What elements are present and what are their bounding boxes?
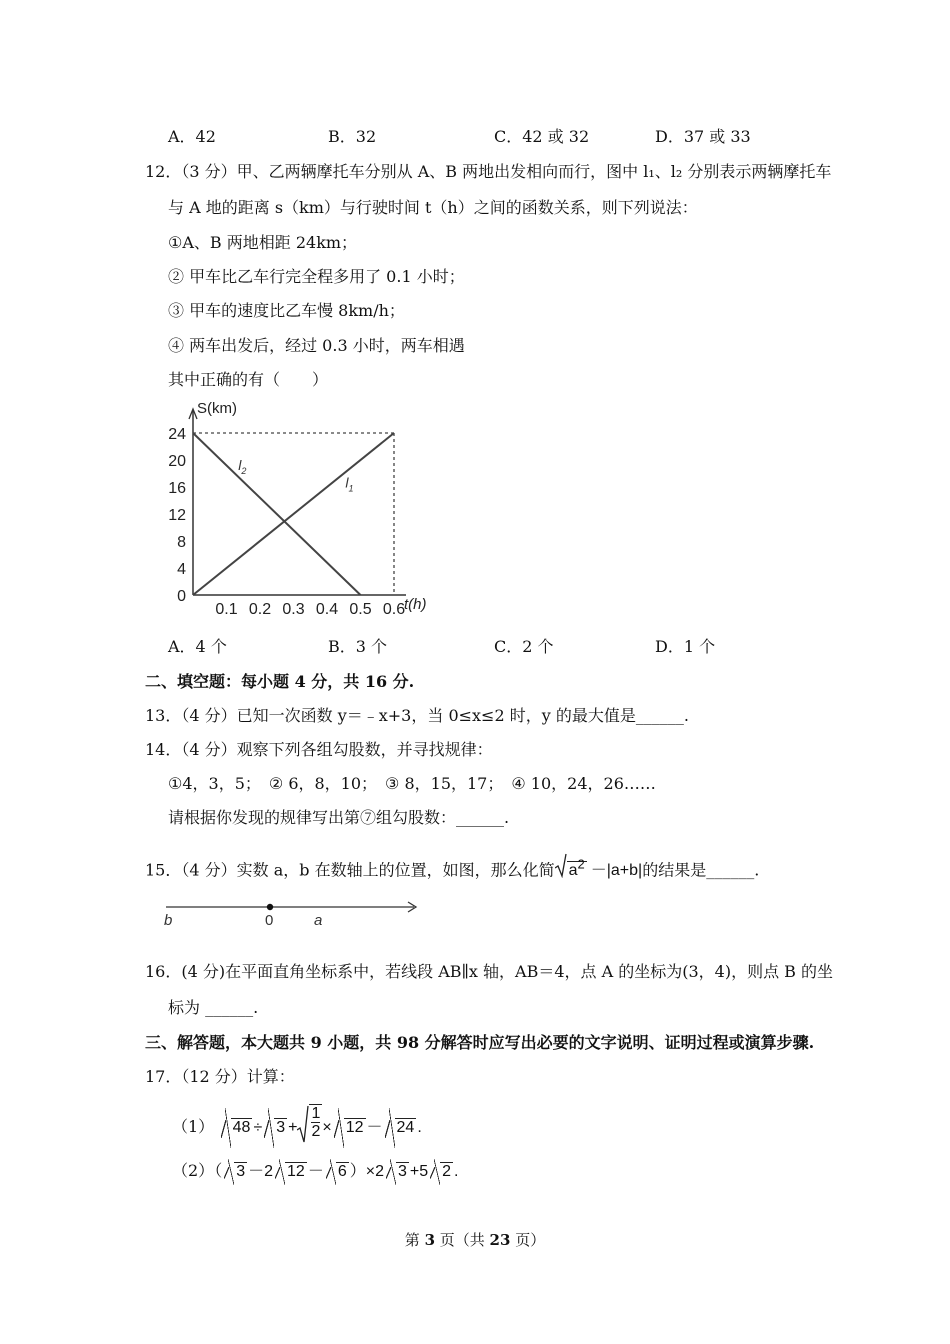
y-tick-label: 24 — [168, 426, 186, 443]
x-tick-label: 0.1 — [215, 601, 238, 618]
radical: 12 — [274, 1159, 307, 1185]
series-line-l1 — [193, 433, 394, 595]
section2-title: 二、填空题：每小题 4 分，共 16 分. — [145, 672, 415, 691]
x-tick-label: 0.2 — [248, 601, 272, 618]
point-b-label: b — [164, 912, 173, 929]
q12-stem-line1: 12．（3 分）甲、乙两辆摩托车分别从 A、B 两地出发相向而行，图中 l₁、l₂ 分别表示两辆摩托车 — [145, 162, 832, 181]
q16-line1: 16．(4 分)在平面直角坐标系中，若线段 AB∥x 轴，AB＝4，点 A 的坐标为(3，4)，则点 B 的坐 — [145, 962, 834, 981]
q12-option-d: D．1 个 — [655, 637, 716, 656]
q12-statement-1: ①A、B 两地相距 24km； — [168, 233, 358, 252]
y-tick-label: 0 — [177, 588, 186, 605]
q11-option-c: C．42 或 32 — [494, 127, 590, 146]
q16-line2: 标为 ______. — [168, 998, 259, 1017]
x-tick-label: 0.3 — [282, 601, 305, 618]
y-tick-label: 12 — [168, 507, 186, 524]
x-tick-label: 0.6 — [382, 601, 406, 618]
y-tick-label: 20 — [168, 453, 186, 470]
x-axis-label: t(h) — [404, 596, 427, 613]
x-tick-label: 0.4 — [315, 601, 339, 618]
q15-pre: 15．（4 分）实数 a，b 在数轴上的位置，如图，那么化简 — [145, 860, 555, 880]
q12-question: 其中正确的有（ ） — [168, 370, 329, 389]
q17-part2-label: （2） — [172, 1161, 215, 1180]
section3-title: 三、解答题，本大题共 9 小题，共 98 分解答时应写出必要的文字说明、证明过程或演算步骤. — [145, 1033, 815, 1052]
q12-option-c: C．2 个 — [494, 637, 554, 656]
radical: 12 — [333, 1108, 366, 1148]
q14-stem: 14．（4 分）观察下列各组勾股数，并寻找规律： — [145, 740, 493, 759]
q13-text: 13．（4 分）已知一次函数 y＝﹣x+3，当 0≤x≤2 时，y 的最大值是______. — [145, 706, 689, 725]
page-footer: 第 3 页（共 23 页） — [404, 1231, 546, 1249]
q11-option-b: B．32 — [328, 127, 377, 146]
q11-option-a: A．42 — [168, 127, 216, 146]
sqrt-sign-icon — [555, 852, 567, 878]
q12-option-a: A．4 个 — [168, 637, 227, 656]
origin-label: 0 — [265, 912, 274, 929]
series-label-l2: $l_2$ — [238, 457, 247, 477]
point-a-label: a — [314, 912, 323, 929]
radical: 2 — [429, 1159, 453, 1185]
q12-statement-4: ④ 两车出发后，经过 0.3 小时，两车相遇 — [168, 336, 465, 355]
q17-part2: （2）（ 3 －2 12 － 6 ）×2 3 +5 2 . — [172, 1158, 459, 1185]
q15-expression: $a^2 -|a+b|$ — [555, 852, 643, 884]
radical: 3 — [385, 1159, 409, 1185]
q11-option-d: D．37 或 33 — [655, 127, 751, 146]
series-label-l1-sub: 1 — [348, 483, 354, 494]
q12-statement-2: ② 甲车比乙车行完全程多用了 0.1 小时； — [168, 267, 465, 286]
page-number: 3 — [424, 1231, 435, 1249]
q17-part1-label: （1） — [172, 1117, 215, 1137]
page-total: 23 — [489, 1231, 511, 1249]
y-tick-label: 16 — [168, 480, 186, 497]
q17-stem: 17．（12 分）计算： — [145, 1067, 295, 1086]
radical-fraction: $\frac{1}{2}$ — [297, 1104, 322, 1152]
q12-option-b: B．3 个 — [328, 637, 388, 656]
series-label-l2-sub: 2 — [241, 466, 247, 477]
q12-statement-3: ③ 甲车的速度比乙车慢 8km/h； — [168, 301, 405, 320]
sqrt-sign-icon — [297, 1104, 309, 1144]
radical: 6 — [325, 1159, 349, 1185]
series-line-l2 — [193, 433, 361, 595]
y-tick-label: 8 — [177, 534, 186, 551]
origin-dot — [267, 904, 273, 910]
distance-time-chart — [160, 392, 450, 622]
series-label-l1: $l_1$ — [345, 474, 354, 494]
radical: 48 — [220, 1108, 253, 1148]
q17-part1: （1） 48 ÷ 3 + $\frac{1}{2}$ × 12 － 24 . — [172, 1104, 422, 1148]
q14-ask: 请根据你发现的规律写出第⑦组勾股数：______. — [168, 808, 510, 827]
x-tick-label: 0.5 — [349, 601, 372, 618]
y-tick-label: 4 — [177, 561, 186, 578]
q15-line — [145, 852, 759, 884]
q15-post: 的结果是______. — [642, 860, 760, 880]
q14-list: ①4，3，5； ② 6，8，10； ③ 8，15，17； ④ 10，24，26…… — [168, 774, 656, 793]
radical: 3 — [223, 1159, 247, 1185]
q15-radicand: $a^2$ — [568, 857, 585, 880]
radical: 24 — [384, 1108, 417, 1148]
number-line — [160, 895, 430, 935]
y-axis-label: S(km) — [197, 400, 237, 417]
q12-stem-line2: 与 A 地的距离 s（km）与行驶时间 t（h）之间的函数关系，则下列说法： — [168, 198, 698, 217]
radical: 3 — [263, 1108, 287, 1148]
